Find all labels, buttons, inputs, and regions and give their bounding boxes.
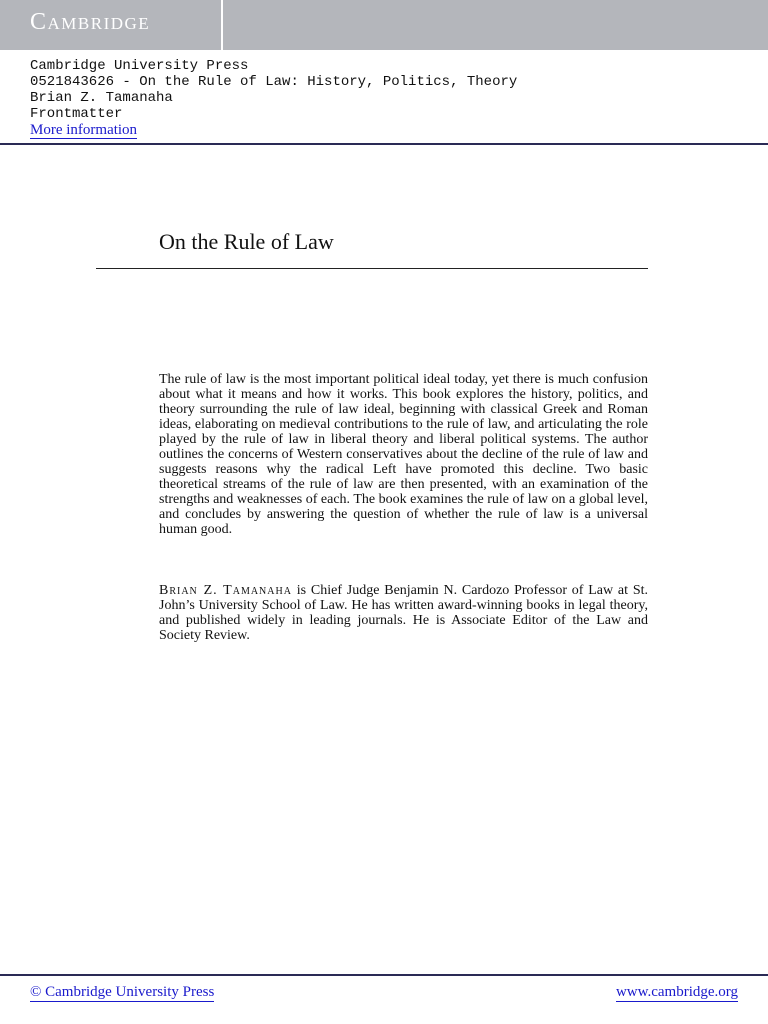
banner-divider [221,0,223,50]
isbn-title-line: 0521843626 - On the Rule of Law: History, Politics, Theory [30,74,518,90]
cambridge-logo: Cambridge [30,9,151,35]
book-description: The rule of law is the most important political ideal today, yet there is much confusion about what it means and how it works. This book explores the history, politics, and theory surrounding the rule of law ideal, beginning with classical Greek and Roman ideas, elaborating on medieval contributions to the rule of law, and articulating the role played by the rule of law in liberal theory and liberal political systems. The author outlines the concerns of Western conservatives about the decline of the rule of law and suggests reasons why the radical Left have promoted this decline. Two basic theoretical streams of the rule of law are then presented, with an examination of the strengths and weaknesses of each. The book examines the rule of law on a global level, and concludes by answering the question of whether the rule of law is a universal human good. [159,372,648,537]
copyright-link[interactable]: © Cambridge University Press [30,984,215,1000]
bio-text: is Chief Judge Benjamin N. Cardozo Professor of Law at St. John’s University School of Law. He has written award-winning books in legal theory, and published widely in leading journals. He is Associate Editor of the Law and Society Review. [159,583,648,643]
publisher-line: Cambridge University Press [30,58,249,74]
book-title: On the Rule of Law [159,229,334,254]
bio-author-name: Brian Z. Tamanaha [159,583,292,598]
document-meta [30,58,517,139]
bottom-divider [0,974,768,976]
title-underline [96,268,648,269]
section-line: Frontmatter [30,106,123,122]
website-link[interactable]: www.cambridge.org [615,984,738,1000]
author-bio [159,583,648,643]
author-line: Brian Z. Tamanaha [30,90,173,106]
more-information-link[interactable]: More information [30,122,138,138]
top-divider [0,143,768,145]
header-banner [0,0,768,50]
